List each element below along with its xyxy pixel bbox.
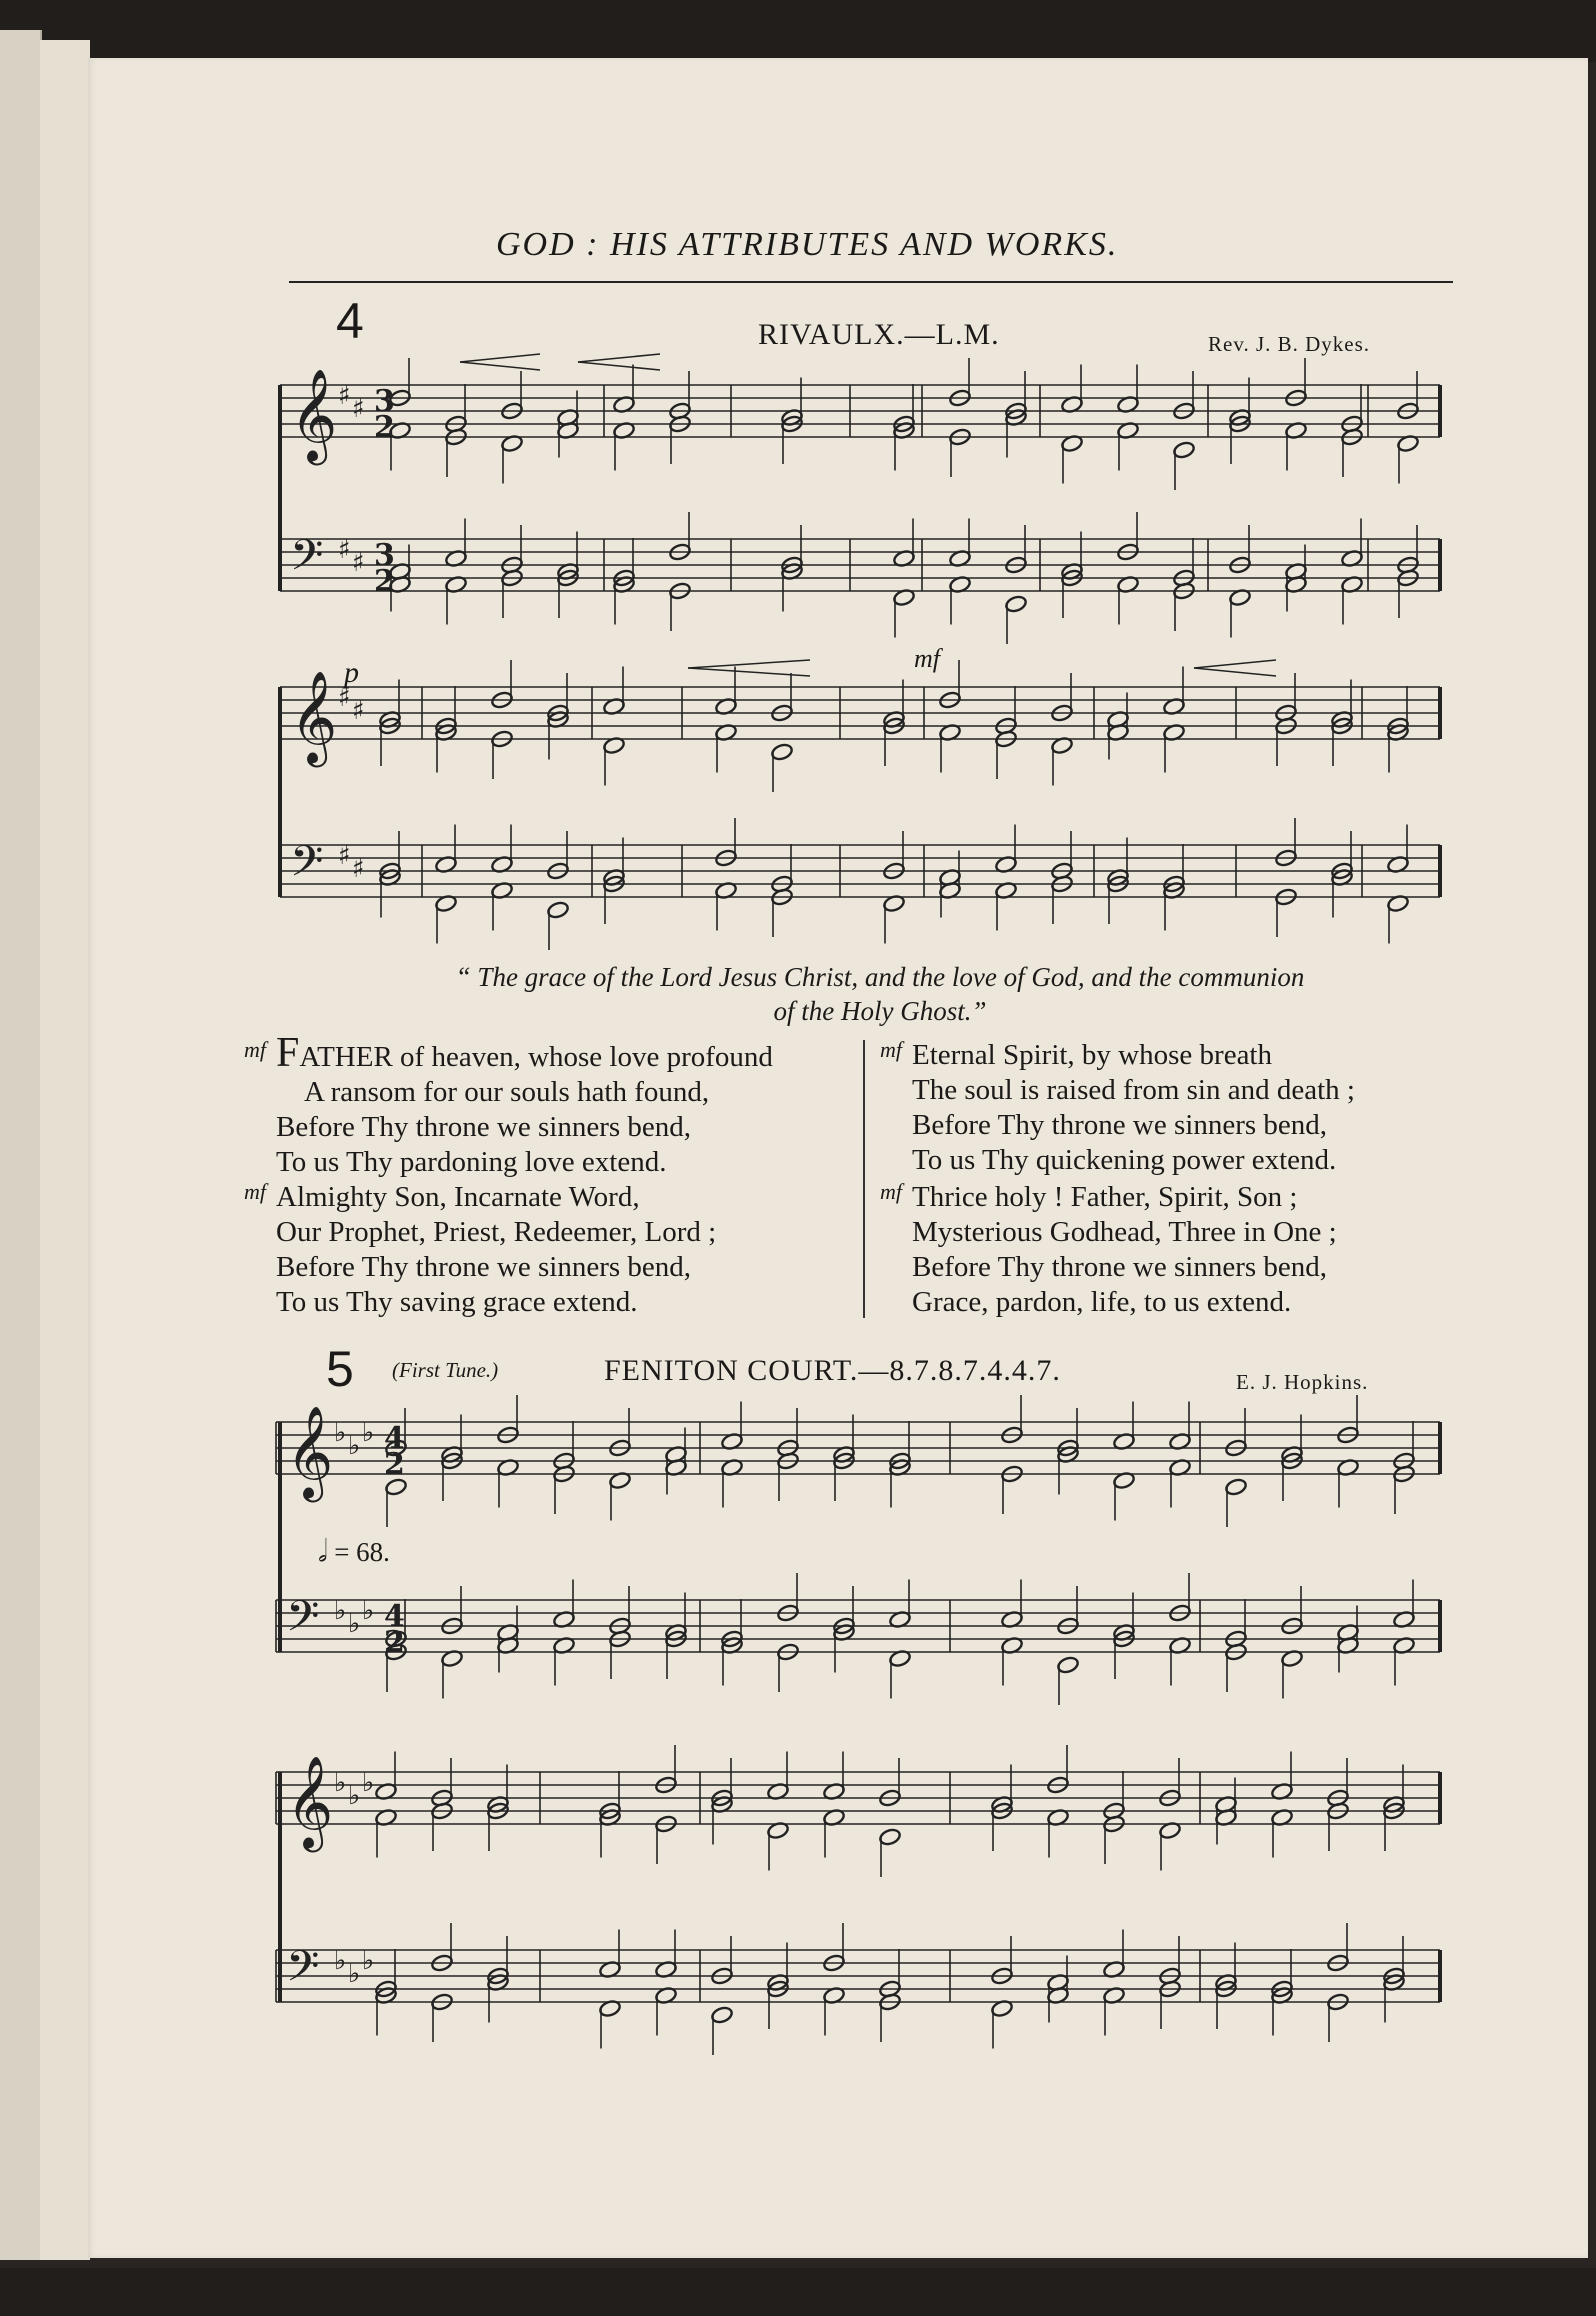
flat-icon: ♭	[348, 1431, 361, 1461]
note-head	[1224, 1477, 1247, 1496]
sharp-icon: ♯	[338, 841, 351, 871]
verse-2-line-2: Our Prophet, Priest, Redeemer, Lord ;	[276, 1216, 717, 1248]
hymn-number-5: 5	[326, 1341, 354, 1397]
hairpin	[460, 362, 540, 370]
hymn-4-composer: Rev. J. B. Dykes.	[1208, 332, 1371, 356]
hairpin	[578, 354, 660, 362]
flat-icon: ♭	[362, 1768, 375, 1798]
sharp-icon: ♯	[352, 696, 365, 726]
hairpin	[688, 668, 810, 676]
time-signature-bottom: 2	[374, 410, 395, 445]
hairpin	[688, 660, 810, 668]
note-head	[1004, 594, 1027, 613]
verse-3	[880, 1037, 1355, 1178]
verse-3-line-4: To us Thy quickening power extend.	[912, 1144, 1337, 1176]
flat-icon: ♭	[334, 1768, 347, 1798]
hymn-5-first-tune-note: (First Tune.)	[392, 1358, 499, 1382]
hymn-4-tune-name: RIVAULX.—L.M.	[758, 318, 1000, 351]
flat-icon: ♭	[362, 1946, 375, 1976]
half-note-icon: 𝅗𝅥	[318, 1535, 328, 1568]
verse-1-line-3: Before Thy throne we sinners bend,	[276, 1111, 692, 1143]
dynamic-p: p	[344, 656, 359, 689]
verse-1-line-2: A ransom for our souls hath found,	[304, 1076, 710, 1108]
flat-icon: ♭	[348, 1609, 361, 1639]
verse-1-dynamic: mf	[244, 1037, 266, 1062]
verse-column-divider	[863, 1040, 865, 1318]
time-signature-top: 4	[384, 1421, 405, 1456]
verse-3-line-3: Before Thy throne we sinners bend,	[912, 1109, 1328, 1141]
bass-clef-icon: 𝄢	[290, 837, 324, 897]
flat-icon: ♭	[348, 1781, 361, 1811]
flat-icon: ♭	[348, 1959, 361, 1989]
treble-clef-icon: 𝄞	[286, 1755, 334, 1849]
verse-2	[244, 1179, 717, 1320]
epigraph-line-2: of the Holy Ghost.”	[773, 996, 987, 1026]
dynamic-mf: mf	[914, 644, 940, 673]
sharp-icon: ♯	[352, 548, 365, 578]
time-signature-top: 4	[384, 1599, 405, 1634]
verse-1-line-1: FATHER of heaven, whose love profound	[276, 1030, 773, 1076]
note-head	[546, 900, 569, 919]
note-head	[710, 2005, 733, 2024]
verse-3-dynamic: mf	[880, 1037, 902, 1062]
sharp-icon: ♯	[338, 381, 351, 411]
hymn-number-4: 4	[336, 293, 364, 349]
verse-1	[244, 1030, 773, 1180]
sharp-icon: ♯	[352, 854, 365, 884]
sharp-icon: ♯	[338, 683, 351, 713]
sharp-icon: ♯	[352, 394, 365, 424]
hymn-5-tune-name: FENITON COURT.—8.7.8.7.4.4.7.	[604, 1354, 1061, 1387]
tempo-marking: 𝅗𝅥 = 68.	[318, 1535, 390, 1568]
note-head	[1056, 1655, 1079, 1674]
sharp-icon: ♯	[338, 535, 351, 565]
note-head	[878, 1827, 901, 1846]
hairpin	[460, 354, 540, 362]
flat-icon: ♭	[334, 1946, 347, 1976]
time-signature-bottom: 2	[384, 1625, 405, 1660]
hairpin	[578, 362, 660, 370]
verse-4	[880, 1179, 1337, 1320]
verse-4-line-1: Thrice holy ! Father, Spirit, Son ;	[912, 1181, 1298, 1213]
epigraph-line-1: “ The grace of the Lord Jesus Christ, and the love of God, and the communion	[455, 962, 1305, 992]
verse-3-line-1: Eternal Spirit, by whose breath	[912, 1039, 1272, 1071]
bass-clef-icon: 𝄢	[286, 1592, 320, 1652]
flat-icon: ♭	[362, 1596, 375, 1626]
verse-2-dynamic: mf	[244, 1179, 266, 1204]
flat-icon: ♭	[362, 1418, 375, 1448]
verse-4-line-3: Before Thy throne we sinners bend,	[912, 1251, 1328, 1283]
flat-icon: ♭	[334, 1418, 347, 1448]
treble-clef-icon: 𝄞	[290, 368, 338, 462]
verse-2-line-1: Almighty Son, Incarnate Word,	[276, 1181, 640, 1213]
note-head	[1172, 440, 1195, 459]
treble-clef-icon: 𝄞	[286, 1405, 334, 1499]
verse-4-line-2: Mysterious Godhead, Three in One ;	[912, 1216, 1337, 1248]
bass-clef-icon: 𝄢	[286, 1942, 320, 2002]
bass-clef-icon: 𝄢	[290, 531, 324, 591]
hairpin	[1194, 660, 1276, 668]
treble-clef-icon: 𝄞	[290, 670, 338, 764]
note-head	[770, 742, 793, 761]
verse-2-line-3: Before Thy throne we sinners bend,	[276, 1251, 692, 1283]
running-header: GOD : HIS ATTRIBUTES AND WORKS.	[496, 226, 1119, 263]
verse-4-dynamic: mf	[880, 1179, 902, 1204]
flat-icon: ♭	[334, 1596, 347, 1626]
verse-4-line-4: Grace, pardon, life, to us extend.	[912, 1286, 1292, 1318]
verse-3-line-2: The soul is raised from sin and death ;	[912, 1074, 1355, 1106]
time-signature-bottom: 2	[374, 564, 395, 599]
time-signature-bottom: 2	[384, 1447, 405, 1482]
hymn-5-composer: E. J. Hopkins.	[1236, 1370, 1369, 1394]
verse-2-line-4: To us Thy saving grace extend.	[276, 1286, 638, 1318]
verse-1-line-4: To us Thy pardoning love extend.	[276, 1146, 667, 1178]
hairpin	[1194, 668, 1276, 676]
time-signature-top: 3	[374, 538, 395, 573]
time-signature-top: 3	[374, 384, 395, 419]
